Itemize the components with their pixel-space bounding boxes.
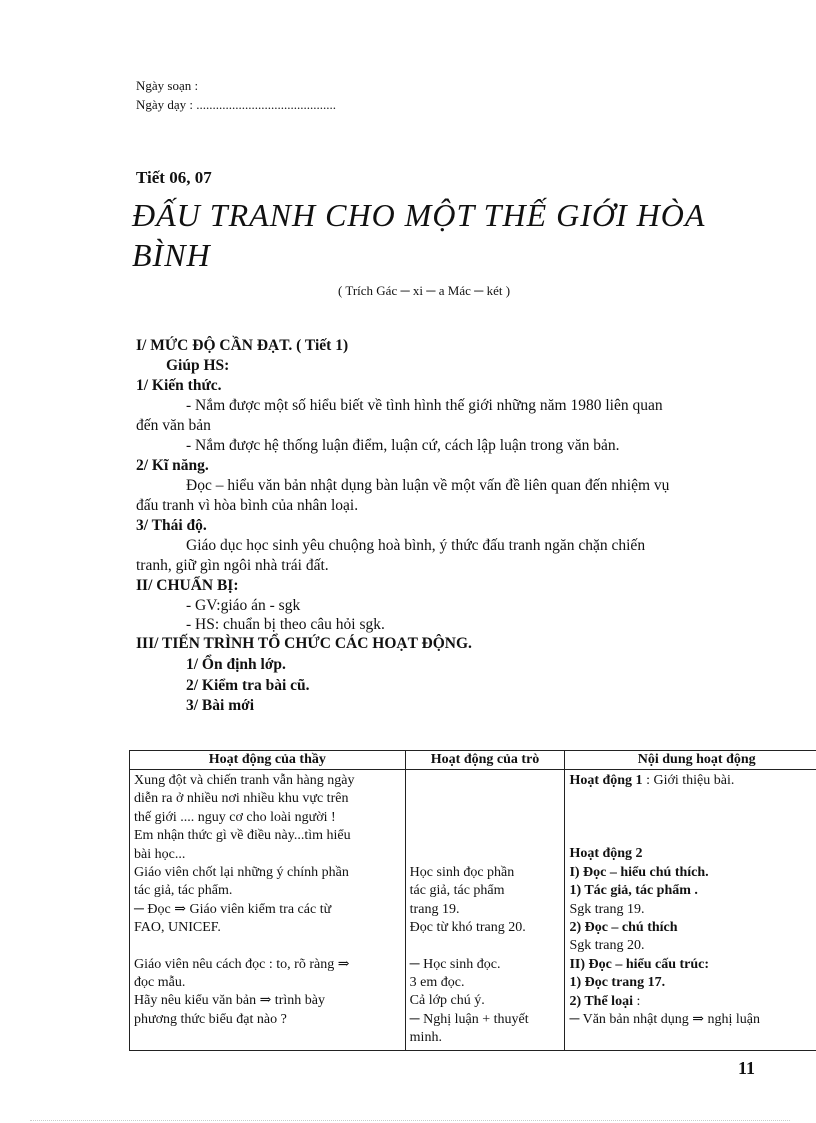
thaido-line-1a: Giáo dục học sinh yêu chuộng hoà bình, ý thức đấu tranh ngăn chặn chiến <box>186 537 646 554</box>
teacher-activity-cell <box>130 770 406 1051</box>
activity-table <box>129 750 816 1051</box>
student-line: tác giả, tác phẩm <box>409 883 505 899</box>
content-last-line: ─ Văn bản nhật dụng ⇒ nghị luận <box>569 1012 760 1028</box>
kienthuc-heading: 1/ Kiến thức. <box>136 377 222 394</box>
student-line: ─ Nghị luận + thuyết <box>409 1011 529 1027</box>
teacher-line: phương thức biểu đạt nào ? <box>134 1011 287 1027</box>
section-1-heading: I/ MỨC ĐỘ CẦN ĐẠT. ( Tiết 1) <box>136 337 349 354</box>
student-line: ─ Học sinh đọc. <box>409 956 501 972</box>
teacher-line: diễn ra ở nhiều nơi nhiều khu vực trên <box>134 791 349 807</box>
teacher-line: tác giả, tác phẩm. <box>134 883 233 899</box>
student-line: Cả lớp chú ý. <box>409 993 485 1009</box>
teacher-line: Giáo viên chốt lại những ý chính phần <box>134 865 349 881</box>
table-header-student: Hoạt động của trò <box>405 751 565 770</box>
student-line: minh. <box>409 1030 442 1046</box>
teacher-line: Em nhận thức gì về điều này...tìm hiểu <box>134 828 351 844</box>
table-header-teacher: Hoạt động của thầy <box>130 751 406 770</box>
content-ii-2-line <box>569 993 816 1011</box>
content-hd2: Hoạt động 2 <box>569 846 643 862</box>
lesson-title-line2: BÌNH <box>132 237 211 273</box>
student-cell-spacer <box>410 772 561 864</box>
kinang-heading: 2/ Kĩ năng. <box>136 457 209 474</box>
content-hd1-text: : Giới thiệu bài. <box>642 773 735 788</box>
content-sgk-19: Sgk trang 19. <box>569 901 645 917</box>
thaido-line-1b: tranh, giữ gìn ngôi nhà trái đất. <box>136 557 329 574</box>
content-cell-spacer <box>569 790 816 845</box>
student-line-blank <box>410 938 561 956</box>
content-hd1-line <box>569 772 816 790</box>
teacher-line: Xung đột và chiến tranh vẫn hàng ngày <box>134 773 355 788</box>
student-line: Đọc từ khó trang 20. <box>409 920 526 936</box>
teacher-line: FAO, UNICEF. <box>134 920 221 936</box>
teacher-line: đọc mẫu. <box>134 975 186 991</box>
lesson-title-line1: ĐẤU TRANH CHO MỘT THẾ GIỚI HÒA <box>132 197 706 233</box>
lesson-source: ( Trích Gác ─ xi ─ a Mác ─ két ) <box>338 283 511 298</box>
student-line: trang 19. <box>409 901 460 917</box>
ngay-day: Ngày dạy : ........................................... <box>136 97 337 112</box>
content-i-1: 1) Tác giả, tác phẩm . <box>569 883 698 899</box>
student-line: 3 em đọc. <box>409 975 465 991</box>
thaido-heading: 3/ Thái độ. <box>136 517 207 534</box>
section-2-gv: - GV:giáo án - sgk <box>186 597 301 614</box>
table-header-row <box>130 751 816 770</box>
content-sgk-20: Sgk trang 20. <box>569 938 645 954</box>
section-3-item-3: 3/ Bài mới <box>186 697 255 714</box>
section-2-hs: - HS: chuẩn bị theo câu hỏi sgk. <box>186 616 385 633</box>
content-ii-2-text: : <box>632 993 641 1009</box>
content-cell <box>565 770 816 1051</box>
ngay-soan: Ngày soạn : <box>136 78 199 93</box>
section-2-heading: II/ CHUẨN BỊ: <box>136 577 239 594</box>
page-number: 11 <box>738 1058 756 1078</box>
content-ii-1: 1) Đọc trang 17. <box>569 975 666 991</box>
kinang-line-1b: đấu tranh vì hòa bình của nhân loại. <box>136 497 359 514</box>
student-line: Học sinh đọc phần <box>409 865 515 880</box>
teacher-line: thế giới .... nguy cơ cho loài người ! <box>134 809 336 825</box>
content-hd1-label: Hoạt động 1 <box>569 773 643 788</box>
section-3-item-2: 2/ Kiểm tra bài cũ. <box>186 677 310 694</box>
teacher-line-blank <box>134 938 401 956</box>
table-row <box>130 770 816 1051</box>
teacher-line: ─ Đọc ⇒ Giáo viên kiểm tra các từ <box>134 901 332 917</box>
content-i-heading: I) Đọc – hiểu chú thích. <box>569 864 709 880</box>
student-activity-cell <box>405 770 565 1051</box>
section-1-help: Giúp HS: <box>166 357 230 374</box>
content-i-2: 2) Đọc – chú thích <box>569 920 678 936</box>
table-header-content: Nội dung hoạt động <box>565 751 816 770</box>
page-bottom-divider <box>30 1120 790 1121</box>
section-3-heading: III/ TIẾN TRÌNH TỔ CHỨC CÁC HOẠT ĐỘNG. <box>136 635 472 652</box>
kinang-line-1a: Đọc – hiểu văn bản nhật dụng bàn luận về một vấn đề liên quan đến nhiệm vụ <box>186 477 670 494</box>
kienthuc-line-1a: - Nắm được một số hiểu biết về tình hình thế giới những năm 1980 liên quan <box>186 397 663 414</box>
teacher-line: Hãy nêu kiểu văn bản ⇒ trình bày <box>134 993 325 1009</box>
content-ii-2-label: 2) Thể loại <box>569 993 633 1009</box>
section-3-item-1: 1/ Ổn định lớp. <box>186 656 286 673</box>
kienthuc-line-2: - Nắm được hệ thống luận điểm, luận cứ, cách lập luận trong văn bản. <box>186 437 620 454</box>
tiet-number: Tiết 06, 07 <box>136 168 212 187</box>
teacher-line: Giáo viên nêu cách đọc : to, rõ ràng ⇒ <box>134 956 350 972</box>
teacher-line: bài học... <box>134 846 186 862</box>
content-ii-heading: II) Đọc – hiểu cấu trúc: <box>569 956 710 972</box>
kienthuc-line-1b: đến văn bản <box>136 417 211 434</box>
